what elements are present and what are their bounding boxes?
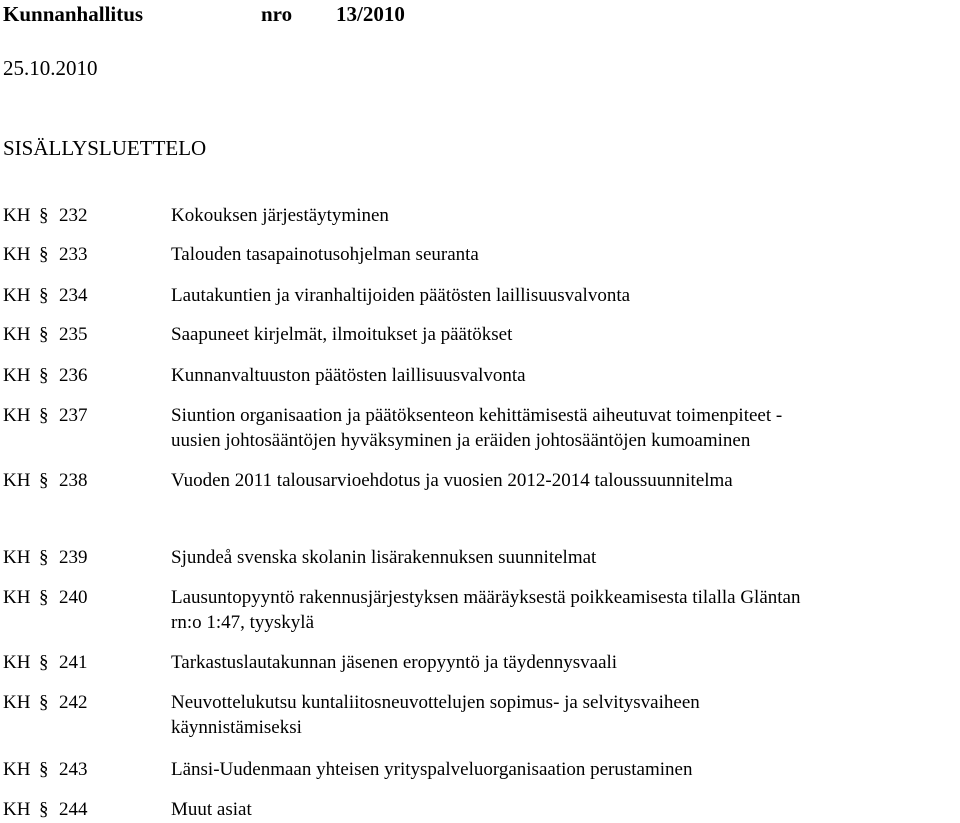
toc-entry-prefix: KH: [3, 285, 31, 306]
section-sign: §: [39, 205, 49, 226]
toc-entry-title-line: Muut asiat: [171, 799, 252, 820]
toc-entry-code: [3, 585, 88, 610]
section-sign: §: [39, 470, 49, 491]
toc-entry-title-line: Sjundeå svenska skolanin lisärakennuksen suunnitelmat: [171, 547, 597, 568]
toc-entry-number: 238: [59, 470, 88, 491]
toc-entry-prefix: KH: [3, 324, 31, 345]
toc-entry-title: [171, 757, 960, 782]
section-sign: §: [39, 365, 49, 386]
meeting-number: 13/2010: [336, 2, 405, 26]
toc-entry-prefix: KH: [3, 799, 31, 820]
toc-entry-title: [171, 363, 960, 388]
toc-entry-number: 232: [59, 205, 88, 226]
toc-entry-code: [3, 203, 88, 228]
toc-entry-prefix: KH: [3, 759, 31, 780]
toc-entry-code: [3, 690, 88, 715]
toc-entry-title: [171, 650, 960, 675]
toc-entry-code: [3, 322, 88, 347]
toc-entry-title-line: Länsi-Uudenmaan yhteisen yrityspalveluorganisaation perustaminen: [171, 759, 693, 780]
toc-entry-prefix: KH: [3, 470, 31, 491]
section-sign: §: [39, 587, 49, 608]
meeting-date: 25.10.2010: [3, 56, 98, 80]
toc-entry-code: [3, 545, 88, 570]
toc-entry-title-line: uusien johtosääntöjen hyväksyminen ja eräiden johtosääntöjen kumoaminen: [171, 430, 751, 451]
section-sign: §: [39, 405, 49, 426]
toc-entry-prefix: KH: [3, 587, 31, 608]
toc-entry-prefix: KH: [3, 244, 31, 265]
toc-entry-number: 242: [59, 692, 88, 713]
toc-entry-prefix: KH: [3, 405, 31, 426]
toc-entry-title: [171, 242, 960, 267]
toc-entry-title: [171, 690, 960, 740]
toc-entry-number: 241: [59, 652, 88, 673]
toc-entry-number: 236: [59, 365, 88, 386]
toc-entry-code: [3, 363, 88, 388]
section-sign: §: [39, 324, 49, 345]
section-sign: §: [39, 692, 49, 713]
number-label: nro: [261, 2, 293, 26]
toc-entry-title: [171, 545, 960, 570]
section-sign: §: [39, 547, 49, 568]
toc-entry-number: 244: [59, 799, 88, 820]
section-sign: §: [39, 285, 49, 306]
toc-entry-number: 234: [59, 285, 88, 306]
toc-entry-number: 240: [59, 587, 88, 608]
toc-entry-title-line: Kokouksen järjestäytyminen: [171, 205, 389, 226]
document-header: [3, 0, 405, 28]
toc-entry-prefix: KH: [3, 547, 31, 568]
section-sign: §: [39, 652, 49, 673]
toc-entry-number: 243: [59, 759, 88, 780]
toc-title: SISÄLLYSLUETTELO: [3, 136, 207, 160]
toc-entry-title: [171, 797, 960, 822]
toc-entry-number: 239: [59, 547, 88, 568]
toc-entry-code: [3, 242, 88, 267]
section-sign: §: [39, 244, 49, 265]
toc-entry-code: [3, 283, 88, 308]
toc-entry-code: [3, 797, 88, 822]
toc-entry-title: [171, 468, 960, 493]
toc-entry-title-line: Lausuntopyyntö rakennusjärjestyksen määräyksestä poikkeamisesta tilalla Gläntan: [171, 587, 801, 608]
toc-entry-code: [3, 650, 88, 675]
toc-entry-title: [171, 403, 960, 453]
toc-entry-title-line: Talouden tasapainotusohjelman seuranta: [171, 244, 479, 265]
toc-entry-prefix: KH: [3, 365, 31, 386]
toc-entry-title-line: Neuvottelukutsu kuntaliitosneuvottelujen sopimus- ja selvitysvaiheen: [171, 692, 700, 713]
toc-entry-title: [171, 203, 960, 228]
toc-entry-title-line: rn:o 1:47, tyyskylä: [171, 612, 315, 633]
toc-entry-title-line: Siuntion organisaation ja päätöksenteon kehittämisestä aiheutuvat toimenpiteet -: [171, 405, 783, 426]
organization-name: Kunnanhallitus: [3, 2, 144, 26]
toc-entry-code: [3, 757, 88, 782]
toc-entry-prefix: KH: [3, 652, 31, 673]
toc-entry-prefix: KH: [3, 205, 31, 226]
toc-entry-title-line: Saapuneet kirjelmät, ilmoitukset ja päätökset: [171, 324, 513, 345]
toc-entry-number: 237: [59, 405, 88, 426]
section-sign: §: [39, 799, 49, 820]
toc-entry-number: 233: [59, 244, 88, 265]
toc-entry-number: 235: [59, 324, 88, 345]
toc-entry-title: [171, 283, 960, 308]
toc-entry-title-line: Kunnanvaltuuston päätösten laillisuusvalvonta: [171, 365, 526, 386]
toc-entry-code: [3, 403, 88, 428]
toc-entry-title-line: käynnistämiseksi: [171, 717, 302, 738]
toc-entry-title: [171, 585, 960, 635]
toc-entry-prefix: KH: [3, 692, 31, 713]
section-sign: §: [39, 759, 49, 780]
toc-entry-title: [171, 322, 960, 347]
toc-entry-code: [3, 468, 88, 493]
toc-entry-title-line: Vuoden 2011 talousarvioehdotus ja vuosien 2012-2014 taloussuunnitelma: [171, 470, 733, 491]
toc-entry-title-line: Lautakuntien ja viranhaltijoiden päätösten laillisuusvalvonta: [171, 285, 631, 306]
toc-entry-title-line: Tarkastuslautakunnan jäsenen eropyyntö ja täydennysvaali: [171, 652, 618, 673]
